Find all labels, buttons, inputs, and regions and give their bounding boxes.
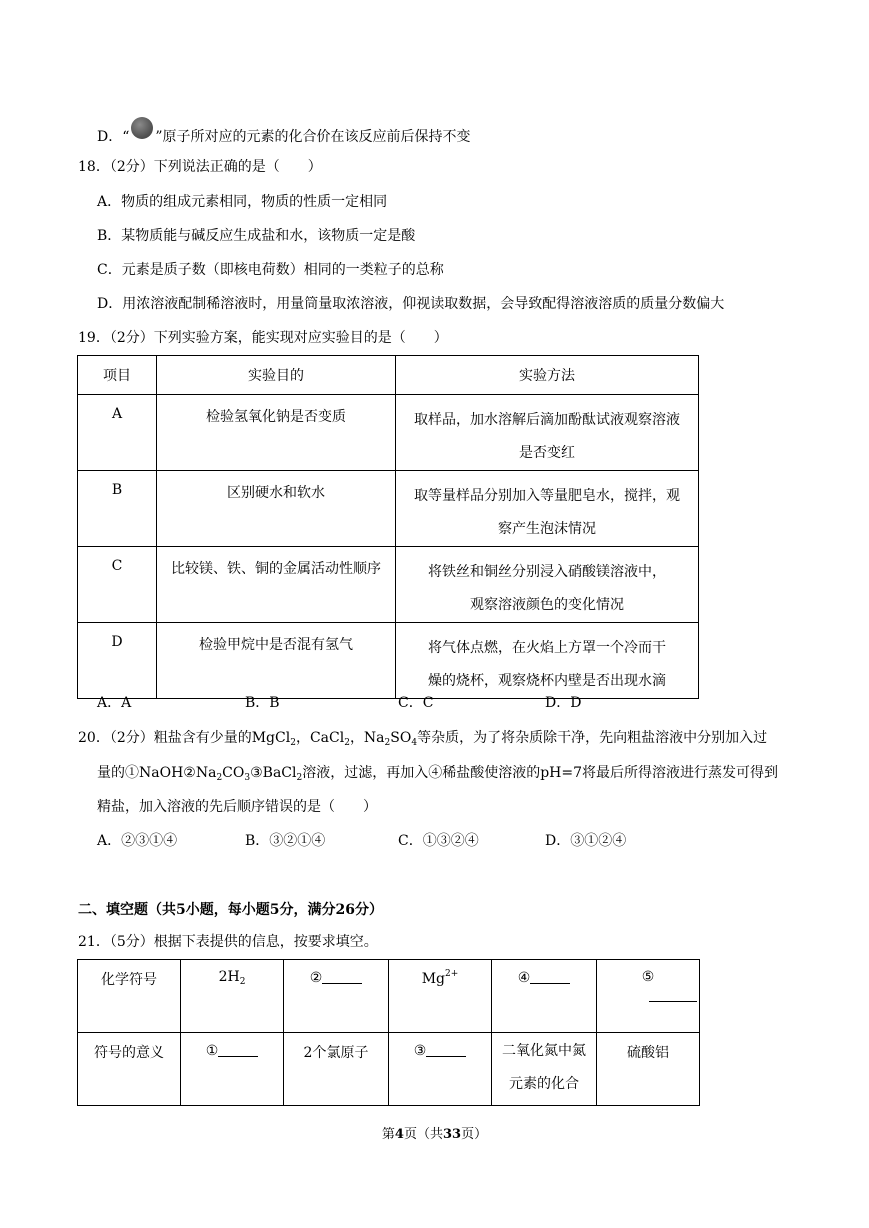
q20-line-1: 20．（2分）粗盐含有少量的MgCl$_2$，CaCl$_2$，$Na_2SO_4$等杂质，为了将杂质除干净，先向粗盐溶液中分别加入过 bbox=[78, 730, 768, 748]
row-d-method: 将气体点燃，在火焰上方罩一个冷而干 燥的烧杯，观察烧杯内壁是否出现水滴 bbox=[396, 623, 699, 699]
table-row bbox=[78, 356, 699, 395]
row-a-item: A bbox=[78, 395, 157, 471]
header-method: 实验方法 bbox=[396, 356, 699, 395]
table-row bbox=[78, 471, 699, 547]
q19-table bbox=[77, 355, 699, 699]
page-footer: 第4页（共33页） bbox=[381, 1127, 488, 1142]
q17-option-d: D．“ ”原子所对应的元素的化合价在该反应前后保持不变 bbox=[97, 123, 471, 147]
q18-stem: 18．（2分）下列说法正确的是（ ） bbox=[78, 159, 322, 175]
symbol-blank-4: ④ bbox=[492, 960, 597, 1033]
q19-option-c: C．C bbox=[398, 695, 434, 711]
row-c-item: C bbox=[78, 547, 157, 623]
row-c-method: 将铁丝和铜丝分别浸入硝酸镁溶液中， 观察溶液颜色的变化情况 bbox=[396, 547, 699, 623]
row-a-goal: 检验氢氧化钠是否变质 bbox=[157, 395, 396, 471]
row-b-item: B bbox=[78, 471, 157, 547]
row-b-method: 取等量样品分别加入等量肥皂水，搅拌，观 察产生泡沫情况 bbox=[396, 471, 699, 547]
header-goal: 实验目的 bbox=[157, 356, 396, 395]
symbol-mg: $Mg^{2+}$ bbox=[389, 960, 492, 1033]
q18-option-d: D．用浓溶液配制稀溶液时，用量筒量取浓溶液，仰视读取数据，会导致配得溶液溶质的质量分数偏大 bbox=[97, 296, 725, 312]
symbol-blank-2: ② bbox=[284, 960, 389, 1033]
q20-line-2: 量的$①NaOH②Na_2CO_3③BaCl_2$溶液，过滤，再加入④稀盐酸使溶液的pH=7将最后所得溶液进行蒸发可得到 bbox=[97, 765, 779, 783]
q20-line-3: 精盐，加入溶液的先后顺序错误的是（ ） bbox=[97, 799, 377, 815]
row1-header: 化学符号 bbox=[78, 960, 181, 1033]
table-row bbox=[78, 395, 699, 471]
row-d-goal: 检验甲烷中是否混有氢气 bbox=[157, 623, 396, 699]
table-row bbox=[78, 623, 699, 699]
q19-stem: 19．（2分）下列实验方案，能实现对应实验目的是（ ） bbox=[78, 330, 448, 346]
meaning-2-cl: 2个氯原子 bbox=[284, 1033, 389, 1106]
row-a-method: 取样品，加水溶解后滴加酚酞试液观察溶液 是否变红 bbox=[396, 395, 699, 471]
row2-header: 符号的意义 bbox=[78, 1033, 181, 1106]
q20-option-b: B．③②①④ bbox=[245, 833, 326, 849]
symbol-blank-5: ⑤ bbox=[597, 960, 700, 1033]
q18-option-b: B．某物质能与碱反应生成盐和水，该物质一定是酸 bbox=[97, 228, 416, 244]
q20-option-c: C．①③②④ bbox=[398, 833, 479, 849]
table-row bbox=[78, 960, 700, 1033]
table-row bbox=[78, 547, 699, 623]
q19-option-b: B．B bbox=[245, 695, 280, 711]
header-item: 项目 bbox=[78, 356, 157, 395]
section-2-heading: 二、填空题（共5小题，每小题5分，满分26分） bbox=[78, 902, 383, 918]
q20-option-a: A．②③①④ bbox=[97, 833, 178, 849]
row-b-goal: 区别硬水和软水 bbox=[157, 471, 396, 547]
q20-option-d: D．③①②④ bbox=[545, 833, 627, 849]
q18-option-a: A．物质的组成元素相同，物质的性质一定相同 bbox=[97, 194, 388, 210]
meaning-blank-1: ① bbox=[181, 1033, 284, 1106]
symbol-2h2: $2H_2$ bbox=[181, 960, 284, 1033]
q21-table bbox=[77, 959, 700, 1106]
q19-option-d: D．D bbox=[545, 695, 582, 711]
meaning-no2: 二氧化氮中氮 元素的化合 bbox=[492, 1033, 597, 1106]
meaning-al2so4: 硫酸铝 bbox=[597, 1033, 700, 1106]
q18-option-c: C．元素是质子数（即核电荷数）相同的一类粒子的总称 bbox=[97, 262, 444, 278]
row-c-goal: 比较镁、铁、铜的金属活动性顺序 bbox=[157, 547, 396, 623]
q21-stem: 21．（5分）根据下表提供的信息，按要求填空。 bbox=[78, 934, 378, 950]
gray-atom-circle-icon bbox=[131, 117, 153, 139]
row-d-item: D bbox=[78, 623, 157, 699]
meaning-blank-3: ③ bbox=[389, 1033, 492, 1106]
table-row bbox=[78, 1033, 700, 1106]
q19-option-a: A．A bbox=[97, 695, 132, 711]
